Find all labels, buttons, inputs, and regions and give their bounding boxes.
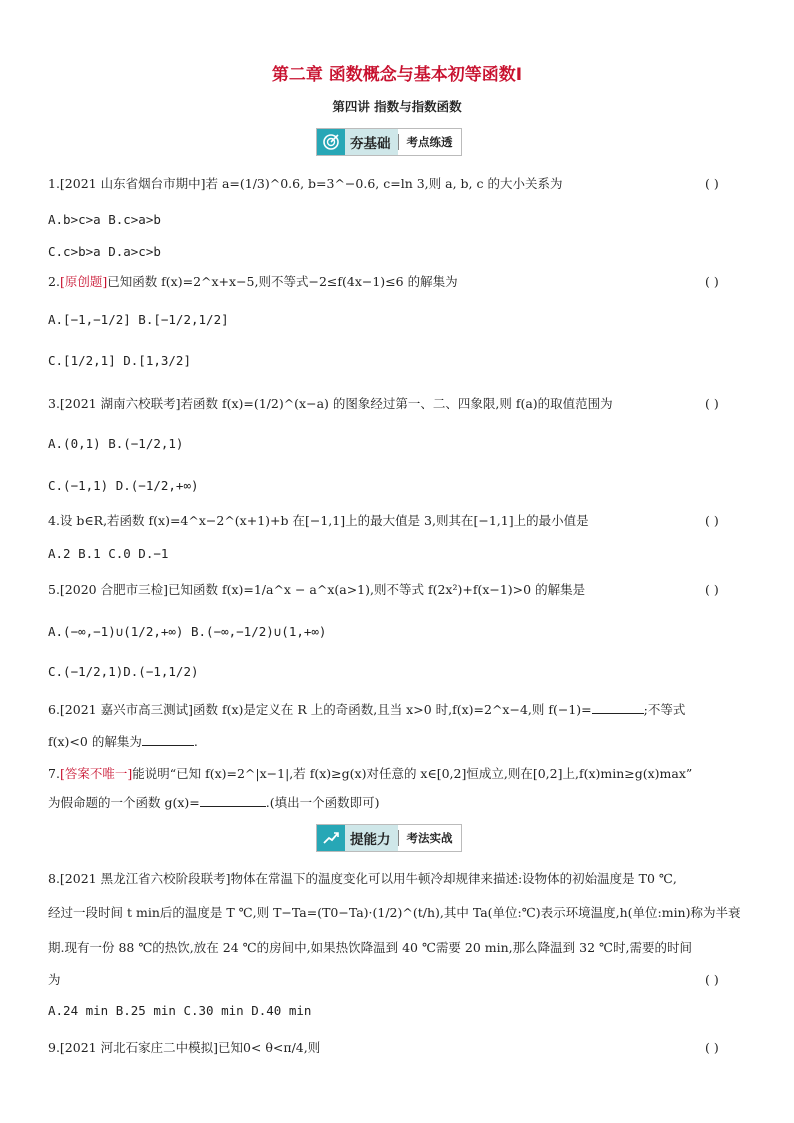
question-1-stem [48,176,562,192]
question-6-text-2: f(x)<0 的解集为 [48,734,142,749]
question-4-options-row1: A.2 B.1 C.0 D.−1 [48,546,169,561]
question-3-stem: 3.[2021 湖南六校联考]若函数 f(x)=(1/2)^(x−a) 的图象经过第一、二、四象限,则 f(a)的取值范围为 [48,396,613,411]
question-7-text-2: 为假命题的一个函数 g(x)= [48,795,200,810]
answer-paren: ( ) [705,1040,719,1055]
question-6-text-2-tail: . [193,734,198,749]
page-subtitle: 第四讲 指数与指数函数 [332,99,462,114]
question-tag: [原创题] [59,274,108,289]
question-6-line1 [48,702,685,718]
question-2-stem [48,274,458,290]
question-8-line1: 8.[2021 黑龙江省六校阶段联考]物体在常温下的温度变化可以用牛顿冷却规律来描述:设物体的初始温度是 T0 ℃, [48,871,677,886]
question-8-line4: 为 [48,972,61,987]
answer-blank[interactable] [142,734,194,746]
question-6-text-tail: ;不等式 [643,702,686,717]
question-3-options-row2: C.(−1,1) D.(−1/2,+∞) [48,478,199,493]
question-2-options-row2: C.[1/2,1] D.[1,3/2] [48,353,191,368]
section-label: 夯基础 [345,129,398,155]
target-icon [317,129,345,155]
question-number: 2. [48,274,60,289]
question-8-line2: 经过一段时间 t min后的温度是 T ℃,则 T−Ta=(T0−Ta)·(1/2)^(t/h),其中 Ta(单位:℃)表示环境温度,h(单位:min)称为半衰 [48,905,741,920]
section-badge-basics [316,128,462,156]
answer-paren: ( ) [705,582,719,597]
question-7-text-2-tail: .(填出一个函数即可) [265,795,380,810]
question-1-options-row1: A.b>c>a B.c>a>b [48,212,161,227]
question-tag: [答案不唯一] [59,766,133,781]
question-8-options-row1: A.24 min B.25 min C.30 min D.40 min [48,1003,312,1018]
question-5-options-row2: C.(−1/2,1)D.(−1,1/2) [48,664,199,679]
question-3-options-row1: A.(0,1) B.(−1/2,1) [48,436,184,451]
question-2-text: 已知函数 f(x)=2^x+x−5,则不等式−2≤f(4x−1)≤6 的解集为 [107,274,458,289]
answer-paren: ( ) [705,396,719,411]
question-4-stem: 4.设 b∈R,若函数 f(x)=4^x−2^(x+1)+b 在[−1,1]上的最大值是 3,则其在[−1,1]上的最小值是 [48,513,589,528]
question-7-line1 [48,766,692,782]
question-number: 7. [48,766,60,781]
answer-paren: ( ) [705,513,719,528]
question-5-options-row1: A.(−∞,−1)∪(1/2,+∞) B.(−∞,−1/2)∪(1,+∞) [48,624,327,639]
question-8-line3: 期.现有一份 88 ℃的热饮,放在 24 ℃的房间中,如果热饮降温到 40 ℃需要 20 min,那么降温到 32 ℃时,需要的时间 [48,940,692,955]
answer-paren: ( ) [705,972,719,987]
answer-blank[interactable] [200,795,266,807]
question-5-stem: 5.[2020 合肥市三检]已知函数 f(x)=1/a^x − a^x(a>1),则不等式 f(2x²)+f(x−1)>0 的解集是 [48,582,586,597]
answer-blank[interactable] [592,702,644,714]
question-7-text: 能说明“已知 f(x)=2^|x−1|,若 f(x)≥g(x)对任意的 x∈[0,2]恒成立,则在[0,2]上,f(x)min≥g(x)max” [132,766,693,781]
section-label: 提能力 [345,825,398,851]
question-9-stem: 9.[2021 河北石家庄二中模拟]已知0< θ<π/4,则 [48,1040,321,1055]
section-badge-ability [316,824,462,852]
question-2-options-row1: A.[−1,−1/2] B.[−1/2,1/2] [48,312,229,327]
section-sub-label: 考法实战 [398,830,461,846]
answer-paren: ( ) [705,176,719,191]
question-1-options-row2: C.c>b>a D.a>c>b [48,244,161,259]
question-6-text: 6.[2021 嘉兴市高三测试]函数 f(x)是定义在 R 上的奇函数,且当 x>0 时,f(x)=2^x−4,则 f(−1)= [48,702,592,717]
answer-paren: ( ) [705,274,719,289]
question-1-text: 1.[2021 山东省烟台市期中]若 a=(1/3)^0.6, b=3^−0.6, c=ln 3,则 a, b, c 的大小关系为 [48,176,563,191]
trend-chart-icon [317,825,345,851]
question-6-line2 [48,734,198,750]
section-sub-label: 考点练透 [398,134,461,150]
question-7-line2 [48,795,380,811]
page-title: 第二章 函数概念与基本初等函数Ⅰ [271,65,523,85]
